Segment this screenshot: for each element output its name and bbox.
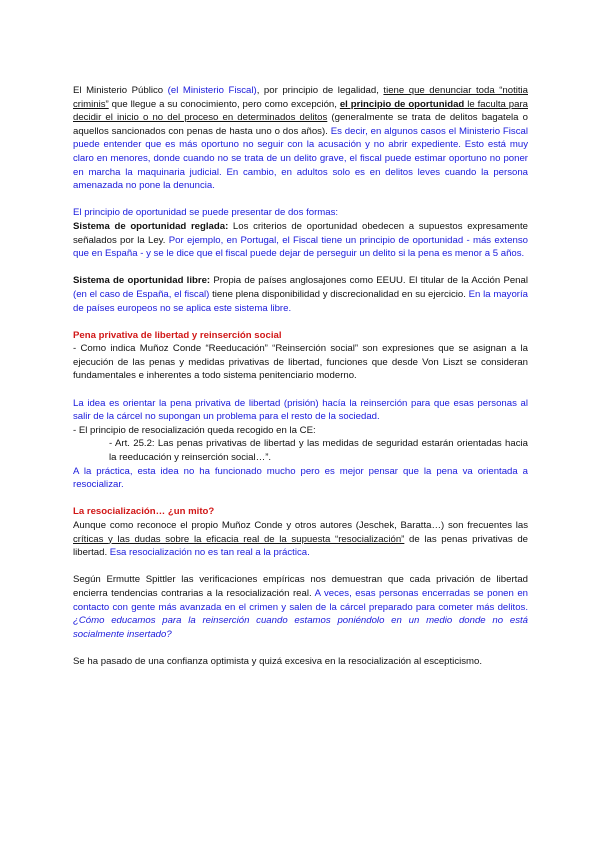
quote-art-25 xyxy=(73,437,528,464)
text: tiene plena disponibilidad y discrecionalidad en su ejercicio. xyxy=(209,288,469,300)
paragraph-escepticismo xyxy=(73,655,528,669)
text: Aunque como reconoce el propio Muñoz Conde y otros autores (Jeschek, Baratta…) son frecuentes las xyxy=(73,520,528,531)
paragraph-oportunidad-libre xyxy=(73,274,528,315)
blue-text: A veces, esas personas encerradas se ponen en contacto con gente más avanzada en el crimen y salen de la cárcel preparado para cometer más delitos. xyxy=(73,587,529,613)
paragraph-ministerio xyxy=(73,84,528,193)
blue-text: (en el caso de España, el fiscal) xyxy=(73,288,210,300)
paragraph-munoz-conde xyxy=(73,342,528,383)
section-heading-pena xyxy=(73,329,528,343)
blue-text: Por ejemplo, en Portugal, el Fiscal tiene un principio de oportunidad - más extenso que en España - y se le dice que el fiscal puede dejar de perseguir un delito si la pena es menor a 5 años. xyxy=(73,234,529,260)
bold-text: el principio de oportunidad xyxy=(339,98,465,110)
bold-text: Sistema de oportunidad libre: xyxy=(73,275,211,287)
paragraph-oportunidad-reglada xyxy=(73,220,528,261)
text: (generalmente se trata de delitos bagatela o aquellos sancionados con penas de hasta uno o dos años). xyxy=(73,112,528,137)
red-heading: Pena privativa de libertad y reinserción social xyxy=(73,329,282,341)
text: Se ha pasado de una confianza optimista y quizá excesiva en la resocialización al escepticismo. xyxy=(73,655,483,667)
text: El Ministerio Público xyxy=(73,85,168,96)
paragraph-idea-orientar xyxy=(73,397,528,424)
text: , por principio de legalidad, xyxy=(256,85,384,96)
underlined-text: tiene que denunciar toda “notitia criminis” xyxy=(73,85,528,110)
underlined-text: críticas y las dudas sobre la eficacia real de la supuesta “resocialización” xyxy=(73,533,405,545)
text: Los criterios de oportunidad obedecen a supuestos expresamente señalados por la Ley. xyxy=(73,220,528,246)
text: - Art. 25.2: Las penas privativas de libertad y las medidas de seguridad estarán orientadas hacia la reeducación y reinserción social…”. xyxy=(109,438,528,464)
text: Propia de países anglosajones como EEUU. El titular de la Acción Penal xyxy=(210,275,528,287)
paragraph-criticas xyxy=(73,519,528,560)
blue-text: Es decir, en algunos casos el Ministerio Fiscal puede entender que es más oportuno no seguir con la acusación y no abrir expediente. Esto está muy claro en menores, donde cuando no se trata de un delito grave, el fiscal puede estimar oportuno no poner en marcha la maquinaria judicial. En cambio, en adultos solo es en delitos leves cuando la persona amenazada no pone la denuncia. xyxy=(73,125,528,192)
blue-text: A la práctica, esta idea no ha funcionado mucho pero es mejor pensar que la pena va orientada a resocializar. xyxy=(73,465,528,491)
section-heading-mito xyxy=(73,505,528,519)
blue-italic-question: ¿Cómo educamos para la reinserción cuando estamos poniéndolo en un medio donde no está socialmente insertado? xyxy=(73,615,528,640)
bold-text: Sistema de oportunidad reglada: xyxy=(73,220,229,232)
blue-text: En la mayoría de países europeos no se aplica este sistema libre. xyxy=(73,288,528,314)
blue-text: El principio de oportunidad se puede presentar de dos formas: xyxy=(73,207,339,219)
paragraph-practica xyxy=(73,465,528,492)
blue-text: La idea es orientar la pena privativa de libertad (prisión) hacía la reinserción para que esas personas al salir de la cárcel no supongan un problema para el resto de la sociedad. xyxy=(73,397,528,423)
paragraph-spittler xyxy=(73,573,528,641)
red-heading: La resocialización… ¿un mito? xyxy=(73,506,215,518)
text: que llegue a su conocimiento, pero como excepción, xyxy=(108,98,340,110)
blue-text: (el Ministerio Fiscal) xyxy=(167,85,257,96)
document-page xyxy=(73,84,528,669)
blue-text: Esa resocialización no es tan real a la práctica. xyxy=(109,547,310,559)
underlined-text: le faculta para decidir el inicio o no del proceso en determinados delitos xyxy=(73,98,528,124)
text: - El principio de resocialización queda recogido en la CE: xyxy=(73,424,316,436)
paragraph-principio-ce xyxy=(73,424,528,438)
text: de las penas privativas de libertad. xyxy=(73,533,528,559)
text: - Como indica Muñoz Conde “Reeducación” “Reinserción social” son expresiones que se asignan a la ejecución de las penas y medidas privativas de libertad, funciones que desde Von Liszt se consideran fundamentales e inherentes a todo sistema penitenciario moderno. xyxy=(73,343,528,382)
paragraph-formas-intro xyxy=(73,206,528,220)
text: Según Ermutte Spittler las verificaciones empíricas nos demuestran que cada privación de libertad encierra tendencias contrarias a la resocialización real. xyxy=(73,574,528,599)
